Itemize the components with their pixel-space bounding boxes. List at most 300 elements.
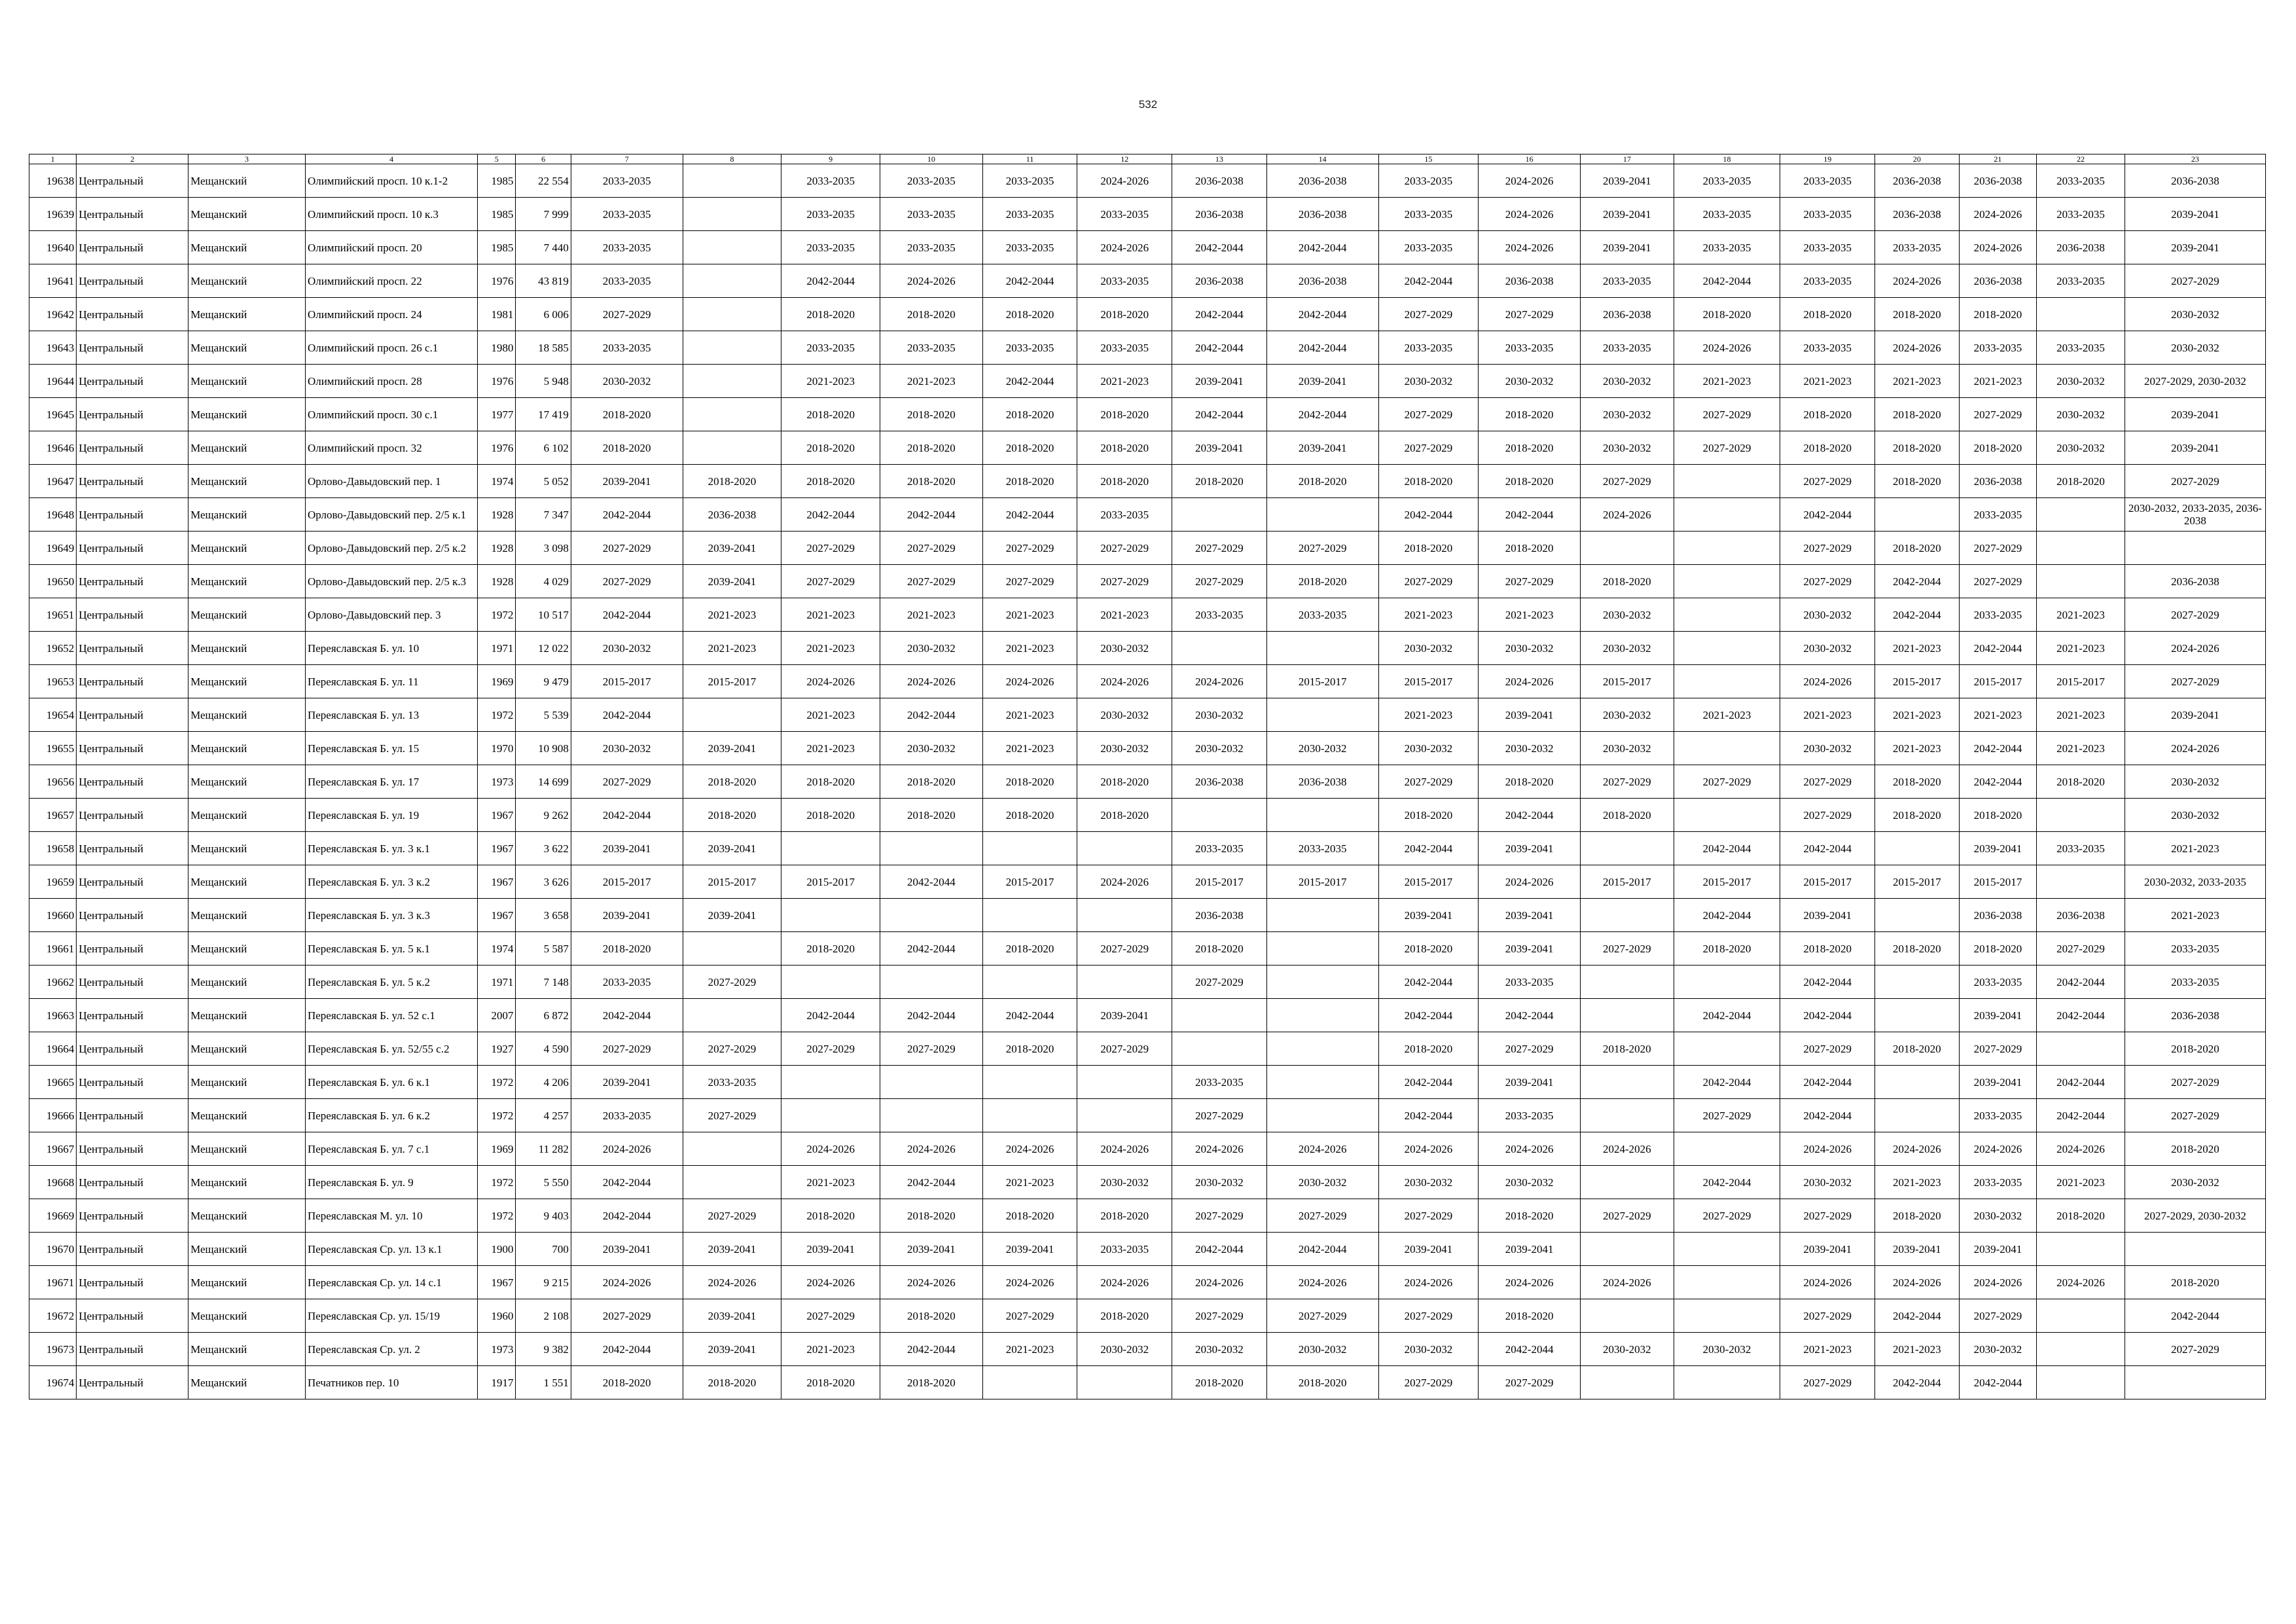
- table-cell: Мещанский: [188, 1366, 306, 1399]
- table-cell: 2024-2026: [2037, 1132, 2125, 1166]
- table-cell: [1875, 999, 1960, 1032]
- table-cell: 2036-2038: [683, 498, 781, 532]
- table-cell: 2027-2029: [1378, 765, 1479, 799]
- table-cell: [1580, 899, 1674, 932]
- table-row: [29, 298, 2266, 331]
- table-cell: 2018-2020: [1875, 932, 1960, 965]
- table-cell: 2018-2020: [781, 1366, 880, 1399]
- table-cell: 2030-2032: [1378, 632, 1479, 665]
- table-row: [29, 164, 2266, 198]
- table-cell: 2039-2041: [571, 899, 683, 932]
- table-cell: 2027-2029: [1378, 1299, 1479, 1333]
- table-cell: Мещанский: [188, 565, 306, 598]
- table-cell: 2039-2041: [1479, 932, 1581, 965]
- table-cell: 2024-2026: [1780, 1266, 1875, 1299]
- table-cell: Центральный: [77, 1132, 188, 1166]
- table-cell: Центральный: [77, 498, 188, 532]
- table-cell: [1172, 1032, 1267, 1066]
- table-cell: 2033-2035: [880, 331, 983, 365]
- table-cell: 10 517: [516, 598, 571, 632]
- table-cell: Олимпийский просп. 28: [305, 365, 477, 398]
- table-cell: 2036-2038: [1266, 765, 1378, 799]
- table-cell: 1972: [478, 698, 516, 732]
- table-cell: 19660: [29, 899, 77, 932]
- table-cell: 2027-2029: [880, 1032, 983, 1066]
- table-cell: [781, 832, 880, 865]
- table-cell: 2021-2023: [1780, 698, 1875, 732]
- table-row: [29, 598, 2266, 632]
- table-cell: Мещанский: [188, 1166, 306, 1199]
- table-row: [29, 398, 2266, 431]
- table-cell: 2018-2020: [880, 465, 983, 498]
- table-cell: 2030-2032: [1780, 598, 1875, 632]
- table-cell: 7 148: [516, 965, 571, 999]
- table-cell: Переяславская М. ул. 10: [305, 1199, 477, 1233]
- table-cell: 1927: [478, 1032, 516, 1066]
- table-cell: 2033-2035: [880, 231, 983, 264]
- table-cell: [1580, 1066, 1674, 1099]
- table-cell: [1580, 1099, 1674, 1132]
- table-cell: 2027-2029: [1780, 1366, 1875, 1399]
- table-cell: 2027-2029: [1674, 765, 1780, 799]
- table-cell: 2027-2029: [1959, 1299, 2037, 1333]
- table-cell: 2042-2044: [1875, 598, 1960, 632]
- table-cell: Мещанский: [188, 1099, 306, 1132]
- table-cell: 2027-2029: [1674, 1099, 1780, 1132]
- column-header: 20: [1875, 154, 1960, 164]
- page-number: 532: [1138, 98, 1158, 111]
- column-header: 21: [1959, 154, 2037, 164]
- table-cell: 2042-2044: [1780, 965, 1875, 999]
- table-cell: 2018-2020: [880, 799, 983, 832]
- table-cell: Центральный: [77, 1166, 188, 1199]
- table-row: [29, 331, 2266, 365]
- table-cell: 2018-2020: [1780, 431, 1875, 465]
- table-cell: Переяславская Ср. ул. 15/19: [305, 1299, 477, 1333]
- table-cell: 2024-2026: [1077, 665, 1172, 698]
- table-cell: 2018-2020: [1266, 465, 1378, 498]
- table-cell: Мещанский: [188, 1199, 306, 1233]
- table-cell: Печатников пер. 10: [305, 1366, 477, 1399]
- table-cell: 2021-2023: [1479, 598, 1581, 632]
- table-cell: 19638: [29, 164, 77, 198]
- table-cell: [880, 1066, 983, 1099]
- table-cell: 2018-2020: [880, 431, 983, 465]
- table-cell: 2033-2035: [880, 164, 983, 198]
- table-cell: 2027-2029: [1580, 465, 1674, 498]
- table-cell: Центральный: [77, 331, 188, 365]
- table-cell: 2027-2029: [1780, 765, 1875, 799]
- table-cell: 2024-2026: [1875, 1132, 1960, 1166]
- table-cell: 2018-2020: [683, 765, 781, 799]
- table-cell: 2015-2017: [1780, 865, 1875, 899]
- table-cell: 2021-2023: [781, 1333, 880, 1366]
- table-cell: 2042-2044: [2037, 999, 2125, 1032]
- table-cell: 2039-2041: [1580, 164, 1674, 198]
- table-cell: 2030-2032: [1378, 365, 1479, 398]
- table-cell: 2042-2044: [982, 999, 1077, 1032]
- table-cell: 2021-2023: [1875, 365, 1960, 398]
- table-cell: [1875, 899, 1960, 932]
- table-cell: 2018-2020: [1875, 1199, 1960, 1233]
- table-cell: 2021-2023: [2125, 899, 2265, 932]
- table-cell: 2033-2035: [781, 164, 880, 198]
- table-cell: 2036-2038: [1959, 264, 2037, 298]
- table-cell: Центральный: [77, 431, 188, 465]
- table-cell: 2036-2038: [1479, 264, 1581, 298]
- table-cell: 1960: [478, 1299, 516, 1333]
- table-cell: 2030-2032: [2125, 331, 2265, 365]
- table-cell: Центральный: [77, 298, 188, 331]
- table-cell: Центральный: [77, 932, 188, 965]
- table-cell: 2018-2020: [2037, 465, 2125, 498]
- table-cell: Центральный: [77, 665, 188, 698]
- table-cell: 2018-2020: [1674, 932, 1780, 965]
- table-cell: 2027-2029: [1378, 565, 1479, 598]
- table-body: [29, 164, 2266, 1399]
- table-cell: Мещанский: [188, 498, 306, 532]
- table-cell: [1674, 665, 1780, 698]
- table-row: [29, 965, 2266, 999]
- table-cell: 2030-2032: [880, 732, 983, 765]
- table-cell: 2033-2035: [1959, 1166, 2037, 1199]
- table-cell: 2033-2035: [1077, 198, 1172, 231]
- table-cell: 19652: [29, 632, 77, 665]
- table-cell: 2042-2044: [1479, 999, 1581, 1032]
- column-header: 18: [1674, 154, 1780, 164]
- table-cell: 2027-2029: [982, 1299, 1077, 1333]
- table-cell: 2039-2041: [781, 1233, 880, 1266]
- table-cell: 2042-2044: [1266, 298, 1378, 331]
- table-cell: 2042-2044: [1378, 832, 1479, 865]
- table-cell: 1985: [478, 231, 516, 264]
- table-row: [29, 832, 2266, 865]
- table-cell: 14 699: [516, 765, 571, 799]
- table-cell: 2015-2017: [1875, 665, 1960, 698]
- table-cell: 5 587: [516, 932, 571, 965]
- table-cell: 2030-2032: [1378, 732, 1479, 765]
- table-cell: 6 102: [516, 431, 571, 465]
- table-cell: 2024-2026: [1479, 1132, 1581, 1166]
- table-cell: 2024-2026: [1479, 665, 1581, 698]
- table-cell: 2033-2035: [982, 231, 1077, 264]
- table-cell: 2039-2041: [1266, 365, 1378, 398]
- table-cell: 2039-2041: [1077, 999, 1172, 1032]
- table-cell: 19672: [29, 1299, 77, 1333]
- table-cell: 2033-2035: [1266, 598, 1378, 632]
- table-cell: 2039-2041: [2125, 431, 2265, 465]
- table-cell: 2018-2020: [1780, 298, 1875, 331]
- table-row: [29, 1166, 2266, 1199]
- table-cell: Мещанский: [188, 698, 306, 732]
- table-cell: 2027-2029: [1780, 565, 1875, 598]
- table-cell: 2018-2020: [1580, 565, 1674, 598]
- table-cell: 2039-2041: [1959, 1066, 2037, 1099]
- table-cell: [1674, 1032, 1780, 1066]
- table-cell: Центральный: [77, 1366, 188, 1399]
- table-cell: 2024-2026: [1479, 164, 1581, 198]
- column-header: 3: [188, 154, 306, 164]
- table-cell: Центральный: [77, 598, 188, 632]
- table-cell: 1980: [478, 331, 516, 365]
- table-cell: 1976: [478, 431, 516, 465]
- table-cell: 2021-2023: [1077, 365, 1172, 398]
- table-cell: 2024-2026: [1479, 865, 1581, 899]
- table-cell: 2024-2026: [1266, 1266, 1378, 1299]
- table-cell: 2039-2041: [1959, 1233, 2037, 1266]
- table-cell: Центральный: [77, 732, 188, 765]
- table-cell: 2033-2035: [1077, 498, 1172, 532]
- table-cell: Переяславская Б. ул. 6 к.1: [305, 1066, 477, 1099]
- table-cell: 2042-2044: [571, 1199, 683, 1233]
- table-cell: 2024-2026: [1479, 231, 1581, 264]
- table-cell: 2027-2029: [880, 532, 983, 565]
- table-cell: 2024-2026: [982, 665, 1077, 698]
- table-cell: Мещанский: [188, 899, 306, 932]
- table-cell: [1172, 498, 1267, 532]
- table-cell: Мещанский: [188, 632, 306, 665]
- table-cell: 2027-2029: [1674, 1199, 1780, 1233]
- table-row: [29, 565, 2266, 598]
- table-cell: 1977: [478, 398, 516, 431]
- table-cell: 2015-2017: [982, 865, 1077, 899]
- table-cell: Центральный: [77, 565, 188, 598]
- table-cell: 1 551: [516, 1366, 571, 1399]
- register-table: [29, 154, 2266, 1399]
- table-cell: 2033-2035: [1780, 164, 1875, 198]
- table-cell: 1928: [478, 532, 516, 565]
- table-cell: 1969: [478, 1132, 516, 1166]
- table-cell: Олимпийский просп. 26 с.1: [305, 331, 477, 365]
- table-cell: 19665: [29, 1066, 77, 1099]
- table-cell: 1972: [478, 598, 516, 632]
- table-cell: 2027-2029: [2125, 598, 2265, 632]
- table-cell: Орлово-Давыдовский пер. 1: [305, 465, 477, 498]
- table-cell: 1967: [478, 832, 516, 865]
- table-cell: 1974: [478, 932, 516, 965]
- table-cell: 2033-2035: [982, 331, 1077, 365]
- table-cell: 1971: [478, 632, 516, 665]
- table-cell: [1674, 1233, 1780, 1266]
- table-cell: Центральный: [77, 1099, 188, 1132]
- table-cell: 2042-2044: [1780, 999, 1875, 1032]
- table-cell: 3 626: [516, 865, 571, 899]
- table-cell: 1970: [478, 732, 516, 765]
- table-cell: 2018-2020: [683, 465, 781, 498]
- table-cell: 2018-2020: [781, 765, 880, 799]
- table-cell: 2030-2032: [1780, 1166, 1875, 1199]
- table-cell: 2015-2017: [1959, 865, 2037, 899]
- table-cell: [781, 1099, 880, 1132]
- table-cell: Мещанский: [188, 1233, 306, 1266]
- table-cell: 2027-2029: [571, 532, 683, 565]
- table-cell: Переяславская Б. ул. 15: [305, 732, 477, 765]
- table-cell: 2027-2029: [1172, 565, 1267, 598]
- table-cell: 2027-2029: [1580, 932, 1674, 965]
- table-cell: [880, 965, 983, 999]
- table-cell: 19666: [29, 1099, 77, 1132]
- table-cell: Мещанский: [188, 832, 306, 865]
- table-cell: 2036-2038: [1172, 198, 1267, 231]
- table-cell: 4 590: [516, 1032, 571, 1066]
- table-cell: 2033-2035: [1077, 264, 1172, 298]
- table-cell: 2021-2023: [1875, 698, 1960, 732]
- table-cell: 2039-2041: [1172, 431, 1267, 465]
- table-cell: 2042-2044: [1266, 1233, 1378, 1266]
- table-cell: 2030-2032: [2037, 398, 2125, 431]
- table-cell: 2039-2041: [1479, 832, 1581, 865]
- table-cell: 2036-2038: [2125, 565, 2265, 598]
- table-row: [29, 498, 2266, 532]
- table-cell: 2027-2029: [683, 1199, 781, 1233]
- table-cell: 2042-2044: [1780, 1099, 1875, 1132]
- table-cell: 2027-2029: [1780, 1299, 1875, 1333]
- table-cell: 4 257: [516, 1099, 571, 1132]
- table-cell: 1969: [478, 665, 516, 698]
- table-cell: 19653: [29, 665, 77, 698]
- table-cell: 2027-2029: [1172, 965, 1267, 999]
- table-cell: 2018-2020: [1875, 298, 1960, 331]
- table-cell: 2033-2035: [571, 965, 683, 999]
- table-cell: Мещанский: [188, 264, 306, 298]
- table-cell: 19642: [29, 298, 77, 331]
- table-cell: 2030-2032: [1077, 1333, 1172, 1366]
- table-cell: 2018-2020: [683, 799, 781, 832]
- table-cell: [2125, 1233, 2265, 1266]
- table-cell: 12 022: [516, 632, 571, 665]
- table-cell: 2033-2035: [1674, 231, 1780, 264]
- table-cell: 2027-2029: [1378, 398, 1479, 431]
- table-cell: 2024-2026: [1959, 1132, 2037, 1166]
- table-cell: 2036-2038: [2037, 231, 2125, 264]
- table-cell: 2021-2023: [1959, 698, 2037, 732]
- table-cell: Орлово-Давыдовский пер. 2/5 к.1: [305, 498, 477, 532]
- table-cell: 2027-2029: [1378, 1199, 1479, 1233]
- table-cell: 2033-2035: [1959, 598, 2037, 632]
- table-cell: Переяславская Б. ул. 52 с.1: [305, 999, 477, 1032]
- table-cell: 2030-2032: [2037, 431, 2125, 465]
- table-cell: 2015-2017: [683, 665, 781, 698]
- table-cell: 2036-2038: [1266, 264, 1378, 298]
- table-cell: 2018-2020: [2125, 1032, 2265, 1066]
- table-cell: 19650: [29, 565, 77, 598]
- table-cell: [1266, 698, 1378, 732]
- table-cell: 2030-2032: [571, 365, 683, 398]
- table-cell: 2036-2038: [1172, 264, 1267, 298]
- table-cell: 2042-2044: [781, 264, 880, 298]
- table-cell: Переяславская Б. ул. 19: [305, 799, 477, 832]
- table-cell: Центральный: [77, 832, 188, 865]
- table-cell: [2125, 1366, 2265, 1399]
- table-cell: Мещанский: [188, 1299, 306, 1333]
- table-cell: 2018-2020: [1479, 765, 1581, 799]
- table-cell: 2042-2044: [1959, 1366, 2037, 1399]
- table-cell: Мещанский: [188, 231, 306, 264]
- table-cell: 2024-2026: [1479, 198, 1581, 231]
- table-cell: 2030-2032: [2125, 765, 2265, 799]
- table-row: [29, 198, 2266, 231]
- table-cell: [1674, 632, 1780, 665]
- table-cell: [2037, 799, 2125, 832]
- table-cell: 2021-2023: [1875, 632, 1960, 665]
- table-cell: 2018-2020: [982, 298, 1077, 331]
- table-cell: 5 550: [516, 1166, 571, 1199]
- table-cell: 2027-2029: [781, 1299, 880, 1333]
- table-cell: 2021-2023: [1378, 698, 1479, 732]
- table-cell: 2027-2029: [1378, 1366, 1479, 1399]
- table-cell: [1875, 832, 1960, 865]
- table-cell: 2018-2020: [1378, 932, 1479, 965]
- table-cell: Мещанский: [188, 398, 306, 431]
- table-cell: 19656: [29, 765, 77, 799]
- column-header: 1: [29, 154, 77, 164]
- table-cell: [1580, 1366, 1674, 1399]
- table-cell: 2033-2035: [1780, 264, 1875, 298]
- table-cell: 19654: [29, 698, 77, 732]
- table-cell: Переяславская Б. ул. 9: [305, 1166, 477, 1199]
- table-cell: 2030-2032: [1580, 598, 1674, 632]
- table-cell: 1928: [478, 565, 516, 598]
- table-cell: Центральный: [77, 365, 188, 398]
- table-cell: 2018-2020: [1479, 398, 1581, 431]
- table-cell: 5 539: [516, 698, 571, 732]
- table-cell: [781, 965, 880, 999]
- table-cell: 2024-2026: [1077, 1266, 1172, 1299]
- table-row: [29, 1266, 2266, 1299]
- table-cell: [1674, 1132, 1780, 1166]
- table-cell: 2015-2017: [1959, 665, 2037, 698]
- table-cell: 19651: [29, 598, 77, 632]
- table-cell: 2027-2029: [1780, 532, 1875, 565]
- table-cell: 2027-2029: [781, 565, 880, 598]
- table-cell: 2027-2029: [683, 965, 781, 999]
- table-cell: Центральный: [77, 1266, 188, 1299]
- table-cell: 19655: [29, 732, 77, 765]
- table-cell: 2024-2026: [1875, 331, 1960, 365]
- table-cell: 1971: [478, 965, 516, 999]
- table-cell: Переяславская Б. ул. 5 к.1: [305, 932, 477, 965]
- table-cell: 2021-2023: [2037, 632, 2125, 665]
- table-cell: 2024-2026: [1077, 1132, 1172, 1166]
- table-cell: 2024-2026: [571, 1266, 683, 1299]
- table-cell: 19641: [29, 264, 77, 298]
- table-cell: 2018-2020: [781, 799, 880, 832]
- table-cell: 2036-2038: [1875, 198, 1960, 231]
- table-cell: 2018-2020: [880, 398, 983, 431]
- table-cell: 2030-2032: [2037, 365, 2125, 398]
- table-cell: 2030-2032: [1479, 632, 1581, 665]
- table-cell: 2018-2020: [1875, 465, 1960, 498]
- table-cell: 2024-2026: [571, 1132, 683, 1166]
- table-cell: 2021-2023: [1959, 365, 2037, 398]
- column-header: 22: [2037, 154, 2125, 164]
- table-cell: 2027-2029: [571, 565, 683, 598]
- table-cell: 2021-2023: [982, 1166, 1077, 1199]
- table-cell: 2021-2023: [2037, 598, 2125, 632]
- table-cell: 2018-2020: [1959, 298, 2037, 331]
- table-cell: Центральный: [77, 965, 188, 999]
- table-cell: [1077, 1066, 1172, 1099]
- table-cell: 2042-2044: [1479, 498, 1581, 532]
- table-cell: Мещанский: [188, 331, 306, 365]
- table-cell: 2039-2041: [1580, 231, 1674, 264]
- table-cell: 2030-2032: [1580, 365, 1674, 398]
- table-cell: 2027-2029: [1378, 298, 1479, 331]
- table-cell: Олимпийский просп. 24: [305, 298, 477, 331]
- table-cell: 2042-2044: [571, 799, 683, 832]
- table-cell: [1674, 565, 1780, 598]
- table-cell: Центральный: [77, 1333, 188, 1366]
